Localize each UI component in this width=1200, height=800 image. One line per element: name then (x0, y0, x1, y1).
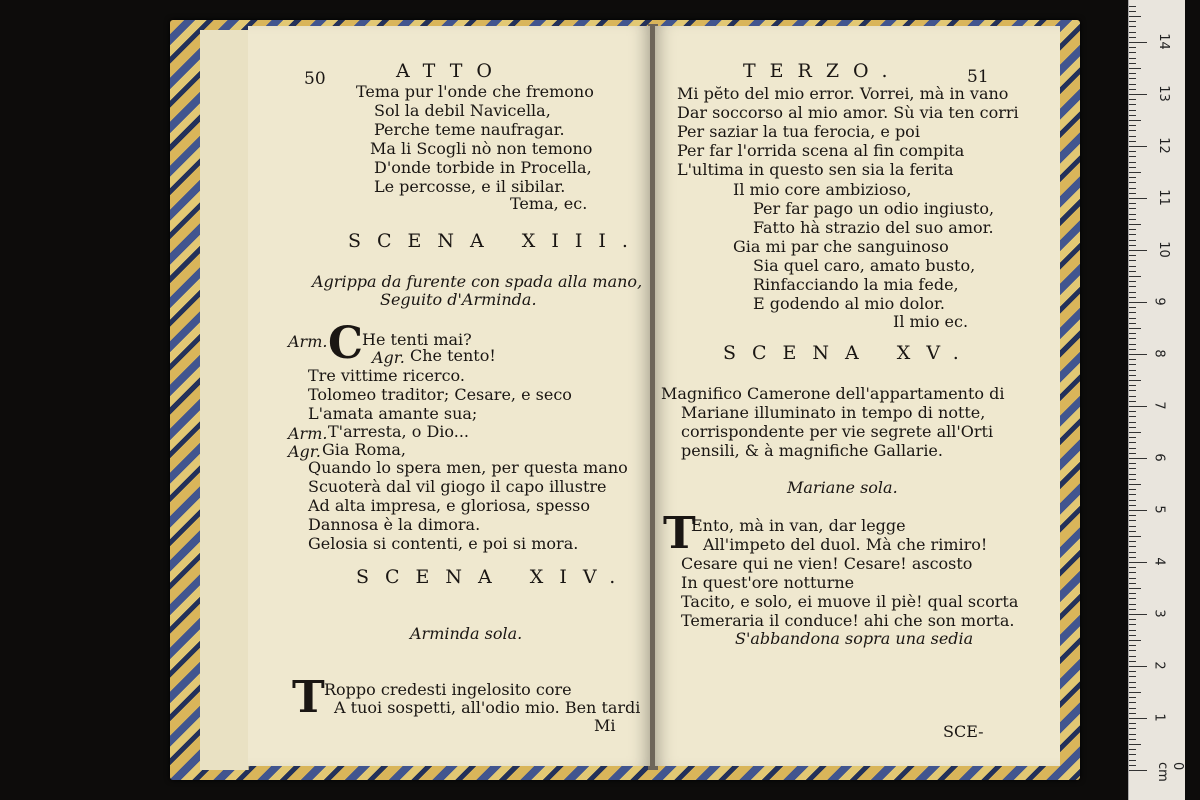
ruler-tick (1129, 484, 1141, 485)
setting-line: corrispondente per vie segrete all'Orti (681, 422, 994, 441)
stage-direction: S'abbandona sopra una sedia (735, 629, 974, 648)
ruler-tick (1129, 744, 1141, 745)
ruler-label: 11 (1155, 189, 1171, 206)
ruler-tick (1129, 203, 1136, 204)
ruler-tick (1129, 760, 1136, 761)
ruler-tick (1129, 255, 1136, 256)
ruler-label: 12 (1155, 137, 1171, 154)
left-page (248, 26, 650, 766)
scene-title: SCENA XIV. (356, 566, 632, 588)
ruler-tick (1129, 271, 1136, 272)
ruler-tick (1129, 125, 1136, 126)
speaker-label: Agr. (288, 442, 321, 461)
ruler-tick (1129, 198, 1147, 199)
page-edges (200, 30, 215, 770)
ruler-tick (1129, 562, 1147, 563)
ruler-tick (1129, 630, 1136, 631)
setting-line: pensili, & à magnifiche Gallarie. (681, 441, 943, 460)
aria-line: Fatto hà strazio del suo amor. (753, 218, 994, 237)
aria-line: Rinfacciando la mia fede, (753, 275, 959, 294)
dialogue-line: He tenti mai? (362, 330, 472, 349)
ruler-tick (1129, 224, 1141, 225)
ruler-tick (1129, 432, 1141, 433)
ruler-tick (1129, 749, 1136, 750)
ruler-tick (1129, 380, 1141, 381)
ruler-tick (1129, 546, 1136, 547)
ruler-tick (1129, 598, 1136, 599)
ruler-tick (1129, 37, 1136, 38)
verse-line: All'impeto del duol. Mà che rimiro! (703, 535, 988, 554)
verse-line: Le percosse, e il sibilar. (374, 177, 566, 196)
stage-direction: Seguito d'Arminda. (380, 290, 537, 309)
ruler-tick (1129, 708, 1136, 709)
ruler-label: 14 (1155, 33, 1171, 50)
ruler-tick (1129, 728, 1136, 729)
verse-line: L'ultima in questo sen sia la ferita (677, 160, 954, 179)
ruler-tick (1129, 583, 1136, 584)
ruler-tick (1129, 390, 1136, 391)
ruler-tick (1129, 47, 1136, 48)
drop-cap: C (328, 318, 364, 369)
ruler-tick (1129, 11, 1136, 12)
ruler-tick (1129, 687, 1136, 688)
ruler-tick (1129, 42, 1147, 43)
ruler-tick (1129, 416, 1136, 417)
ruler-tick (1129, 297, 1136, 298)
ruler-tick (1129, 500, 1136, 501)
ruler-tick (1129, 333, 1136, 334)
ruler-tick (1129, 682, 1136, 683)
ruler-label: 10 (1155, 241, 1171, 258)
refrain: Tema, ec. (510, 194, 588, 213)
ruler-tick (1129, 292, 1136, 293)
page-number: 50 (304, 69, 326, 89)
ruler-tick (1129, 21, 1136, 22)
ruler-tick (1129, 489, 1136, 490)
ruler-tick (1129, 307, 1136, 308)
ruler-tick (1129, 448, 1136, 449)
ruler-tick (1129, 177, 1136, 178)
ruler-tick (1129, 770, 1147, 771)
dialogue-line: Ad alta impresa, e gloriosa, spesso (308, 496, 591, 515)
dialogue-line: T'arresta, o Dio... (328, 422, 469, 441)
stage-direction: Agrippa da furente con spada alla mano, (312, 272, 643, 291)
ruler-tick (1129, 437, 1136, 438)
ruler-tick (1129, 557, 1136, 558)
dialogue-line: Gia Roma, (322, 440, 406, 459)
ruler-tick (1129, 130, 1136, 131)
ruler-tick (1129, 115, 1136, 116)
dialogue-line: Tolomeo traditor; Cesare, e seco (308, 385, 572, 404)
ruler-tick (1129, 344, 1136, 345)
ruler-tick (1129, 172, 1141, 173)
ruler-tick (1129, 515, 1136, 516)
ruler-tick (1129, 604, 1136, 605)
ruler-tick (1129, 567, 1136, 568)
running-header: ATTO (396, 60, 506, 82)
ruler-tick (1129, 266, 1136, 267)
measuring-ruler (1128, 0, 1185, 800)
ruler-label: 5 (1151, 505, 1167, 514)
ruler-tick (1129, 276, 1141, 277)
ruler-tick (1129, 146, 1147, 147)
ruler-tick (1129, 468, 1136, 469)
ruler-tick (1129, 541, 1136, 542)
aria-line: Sia quel caro, amato busto, (753, 256, 976, 275)
ruler-tick (1129, 614, 1147, 615)
ruler-tick (1129, 671, 1136, 672)
ruler-tick (1129, 260, 1136, 261)
ruler-tick (1129, 120, 1141, 121)
ruler-tick (1129, 32, 1136, 33)
ruler-tick (1129, 656, 1136, 657)
ruler-tick (1129, 338, 1136, 339)
ruler-tick (1129, 78, 1136, 79)
aria-line: E godendo al mio dolor. (753, 294, 945, 313)
ruler-tick (1129, 188, 1136, 189)
aria-line: Gia mi par che sanguinoso (733, 237, 949, 256)
ruler-tick (1129, 463, 1136, 464)
verse-line: D'onde torbide in Procella, (374, 158, 592, 177)
ruler-tick (1129, 58, 1136, 59)
ruler-tick (1129, 52, 1136, 53)
ruler-tick (1129, 676, 1136, 677)
running-header: TERZO. (743, 60, 902, 82)
ruler-tick (1129, 401, 1136, 402)
ruler-tick (1129, 68, 1141, 69)
ruler-tick (1129, 229, 1136, 230)
stage-direction: Arminda sola. (410, 624, 523, 643)
ruler-tick (1129, 593, 1136, 594)
page-edges (228, 30, 249, 770)
verse-line: Mi pĕto del mio error. Vorrei, mà in vano (677, 84, 1009, 103)
verse-line: Temeraria il conduce! ahi che son morta. (681, 611, 1015, 630)
ruler-tick (1129, 219, 1136, 220)
ruler-tick (1129, 406, 1147, 407)
ruler-tick (1129, 370, 1136, 371)
ruler-tick (1129, 645, 1136, 646)
ruler-label: 0 cm (1155, 762, 1185, 782)
catchword: Mi (594, 716, 616, 735)
stage-direction: Mariane sola. (787, 478, 898, 497)
ruler-tick (1129, 328, 1141, 329)
ruler-tick (1129, 453, 1136, 454)
ruler-tick (1129, 692, 1141, 693)
verse-line: Roppo credesti ingelosito core (324, 680, 572, 699)
setting-line: Mariane illuminato in tempo di notte, (681, 403, 986, 422)
ruler-tick (1129, 94, 1147, 95)
ruler-tick (1129, 89, 1136, 90)
ruler-tick (1129, 167, 1136, 168)
ruler-tick (1129, 141, 1136, 142)
ruler-label: 3 (1151, 609, 1167, 618)
ruler-tick (1129, 396, 1136, 397)
ruler-tick (1129, 474, 1136, 475)
ruler-tick (1129, 16, 1141, 17)
ruler-tick (1129, 312, 1136, 313)
ruler-tick (1129, 572, 1136, 573)
ruler-tick (1129, 526, 1136, 527)
scene-title: SCENA XIII. (348, 230, 644, 252)
ruler-tick (1129, 162, 1136, 163)
ruler-tick (1129, 250, 1147, 251)
ruler-tick (1129, 156, 1136, 157)
dialogue-line: Dannosa è la dimora. (308, 515, 481, 534)
ruler-tick (1129, 26, 1136, 27)
drop-cap: T (292, 672, 325, 723)
ruler-tick (1129, 650, 1136, 651)
ruler-tick (1129, 697, 1136, 698)
dialogue-line: L'amata amante sua; (308, 404, 478, 423)
ruler-tick (1129, 84, 1136, 85)
verse-line: Per saziar la tua ferocia, e poi (677, 122, 920, 141)
speaker-label: Agr. (372, 348, 405, 367)
ruler-tick (1129, 375, 1136, 376)
ruler-tick (1129, 364, 1136, 365)
ruler-tick (1129, 505, 1136, 506)
dialogue-line: Tre vittime ricerco. (308, 366, 465, 385)
ruler-tick (1129, 73, 1136, 74)
ruler-tick (1129, 739, 1136, 740)
ruler-tick (1129, 531, 1136, 532)
ruler-tick (1129, 588, 1141, 589)
ruler-tick (1129, 323, 1136, 324)
ruler-tick (1129, 136, 1136, 137)
dialogue-line: Quando lo spera men, per questa mano (308, 458, 628, 477)
ruler-tick (1129, 661, 1136, 662)
ruler-tick (1129, 110, 1136, 111)
speaker-label: Arm. (288, 332, 328, 351)
ruler-tick (1129, 702, 1136, 703)
ruler-tick (1129, 765, 1136, 766)
ruler-tick (1129, 458, 1147, 459)
ruler-label: 6 (1151, 453, 1167, 462)
ruler-tick (1129, 718, 1147, 719)
ruler-tick (1129, 354, 1147, 355)
ruler-tick (1129, 151, 1136, 152)
ruler-tick (1129, 63, 1136, 64)
dialogue-line: Che tento! (410, 346, 496, 365)
ruler-tick (1129, 666, 1147, 667)
ruler-tick (1129, 536, 1141, 537)
ruler-tick (1129, 640, 1141, 641)
ruler-label: 13 (1155, 85, 1171, 102)
setting-line: Magnifico Camerone dell'appartamento di (661, 384, 1005, 403)
scene-title: SCENA XV. (723, 342, 975, 364)
ruler-tick (1129, 208, 1136, 209)
verse-line: A tuoi sospetti, all'odio mio. Ben tardi (334, 698, 641, 717)
ruler-tick (1129, 635, 1136, 636)
verse-line: Dar soccorso al mio amor. Sù via ten corri (677, 103, 1019, 122)
ruler-label: 2 (1151, 661, 1167, 670)
ruler-tick (1129, 385, 1136, 386)
aria-line: Per far pago un odio ingiusto, (753, 199, 995, 218)
verse-line: Ento, mà in van, dar legge (691, 516, 906, 535)
ruler-tick (1129, 619, 1136, 620)
ruler-label: 1 (1151, 713, 1167, 722)
ruler-tick (1129, 281, 1136, 282)
page-edges (214, 30, 229, 770)
ruler-tick (1129, 578, 1136, 579)
ruler-tick (1129, 182, 1136, 183)
page-number: 51 (967, 67, 989, 87)
verse-line: Sol la debil Navicella, (374, 101, 551, 120)
ruler-tick (1129, 6, 1136, 7)
ruler-tick (1129, 624, 1136, 625)
aria-line: Il mio core ambizioso, (733, 180, 912, 199)
ruler-tick (1129, 609, 1136, 610)
verse-line: Cesare qui ne vien! Cesare! ascosto (681, 554, 973, 573)
ruler-tick (1129, 193, 1136, 194)
catchword: SCE- (943, 722, 984, 741)
verse-line: Ma li Scogli nò non temono (370, 139, 593, 158)
ruler-tick (1129, 422, 1136, 423)
ruler-label: 8 (1151, 349, 1167, 358)
ruler-tick (1129, 734, 1136, 735)
ruler-tick (1129, 245, 1136, 246)
ruler-tick (1129, 723, 1136, 724)
ruler-tick (1129, 99, 1136, 100)
drop-cap: T (663, 508, 696, 559)
ruler-tick (1129, 349, 1136, 350)
ruler-tick (1129, 240, 1136, 241)
ruler-tick (1129, 302, 1147, 303)
ruler-tick (1129, 442, 1136, 443)
verse-line: Tacito, e solo, ei muove il piè! qual scorta (681, 592, 1019, 611)
ruler-tick (1129, 552, 1136, 553)
ruler-tick (1129, 411, 1136, 412)
ruler-label: 4 (1151, 557, 1167, 566)
ruler-tick (1129, 479, 1136, 480)
speaker-label: Arm. (288, 424, 328, 443)
ruler-tick (1129, 427, 1136, 428)
verse-line: Per far l'orrida scena al fin compita (677, 141, 965, 160)
ruler-tick (1129, 754, 1136, 755)
verse-line: Tema pur l'onde che fremono (356, 82, 594, 101)
dialogue-line: Gelosia si contenti, e poi si mora. (308, 534, 579, 553)
dialogue-line: Scuoterà dal vil giogo il capo illustre (308, 477, 607, 496)
verse-line: Perche teme naufragar. (374, 120, 565, 139)
ruler-tick (1129, 359, 1136, 360)
refrain: Il mio ec. (893, 312, 969, 331)
ruler-tick (1129, 214, 1136, 215)
ruler-tick (1129, 286, 1136, 287)
ruler-tick (1129, 494, 1136, 495)
ruler-label: 9 (1151, 297, 1167, 306)
ruler-tick (1129, 520, 1136, 521)
verse-line: In quest'ore notturne (681, 573, 855, 592)
ruler-tick (1129, 713, 1136, 714)
ruler-tick (1129, 318, 1136, 319)
ruler-label: 7 (1151, 401, 1167, 410)
ruler-tick (1129, 510, 1147, 511)
ruler-tick (1129, 104, 1136, 105)
ruler-tick (1129, 234, 1136, 235)
right-page (655, 26, 1060, 766)
